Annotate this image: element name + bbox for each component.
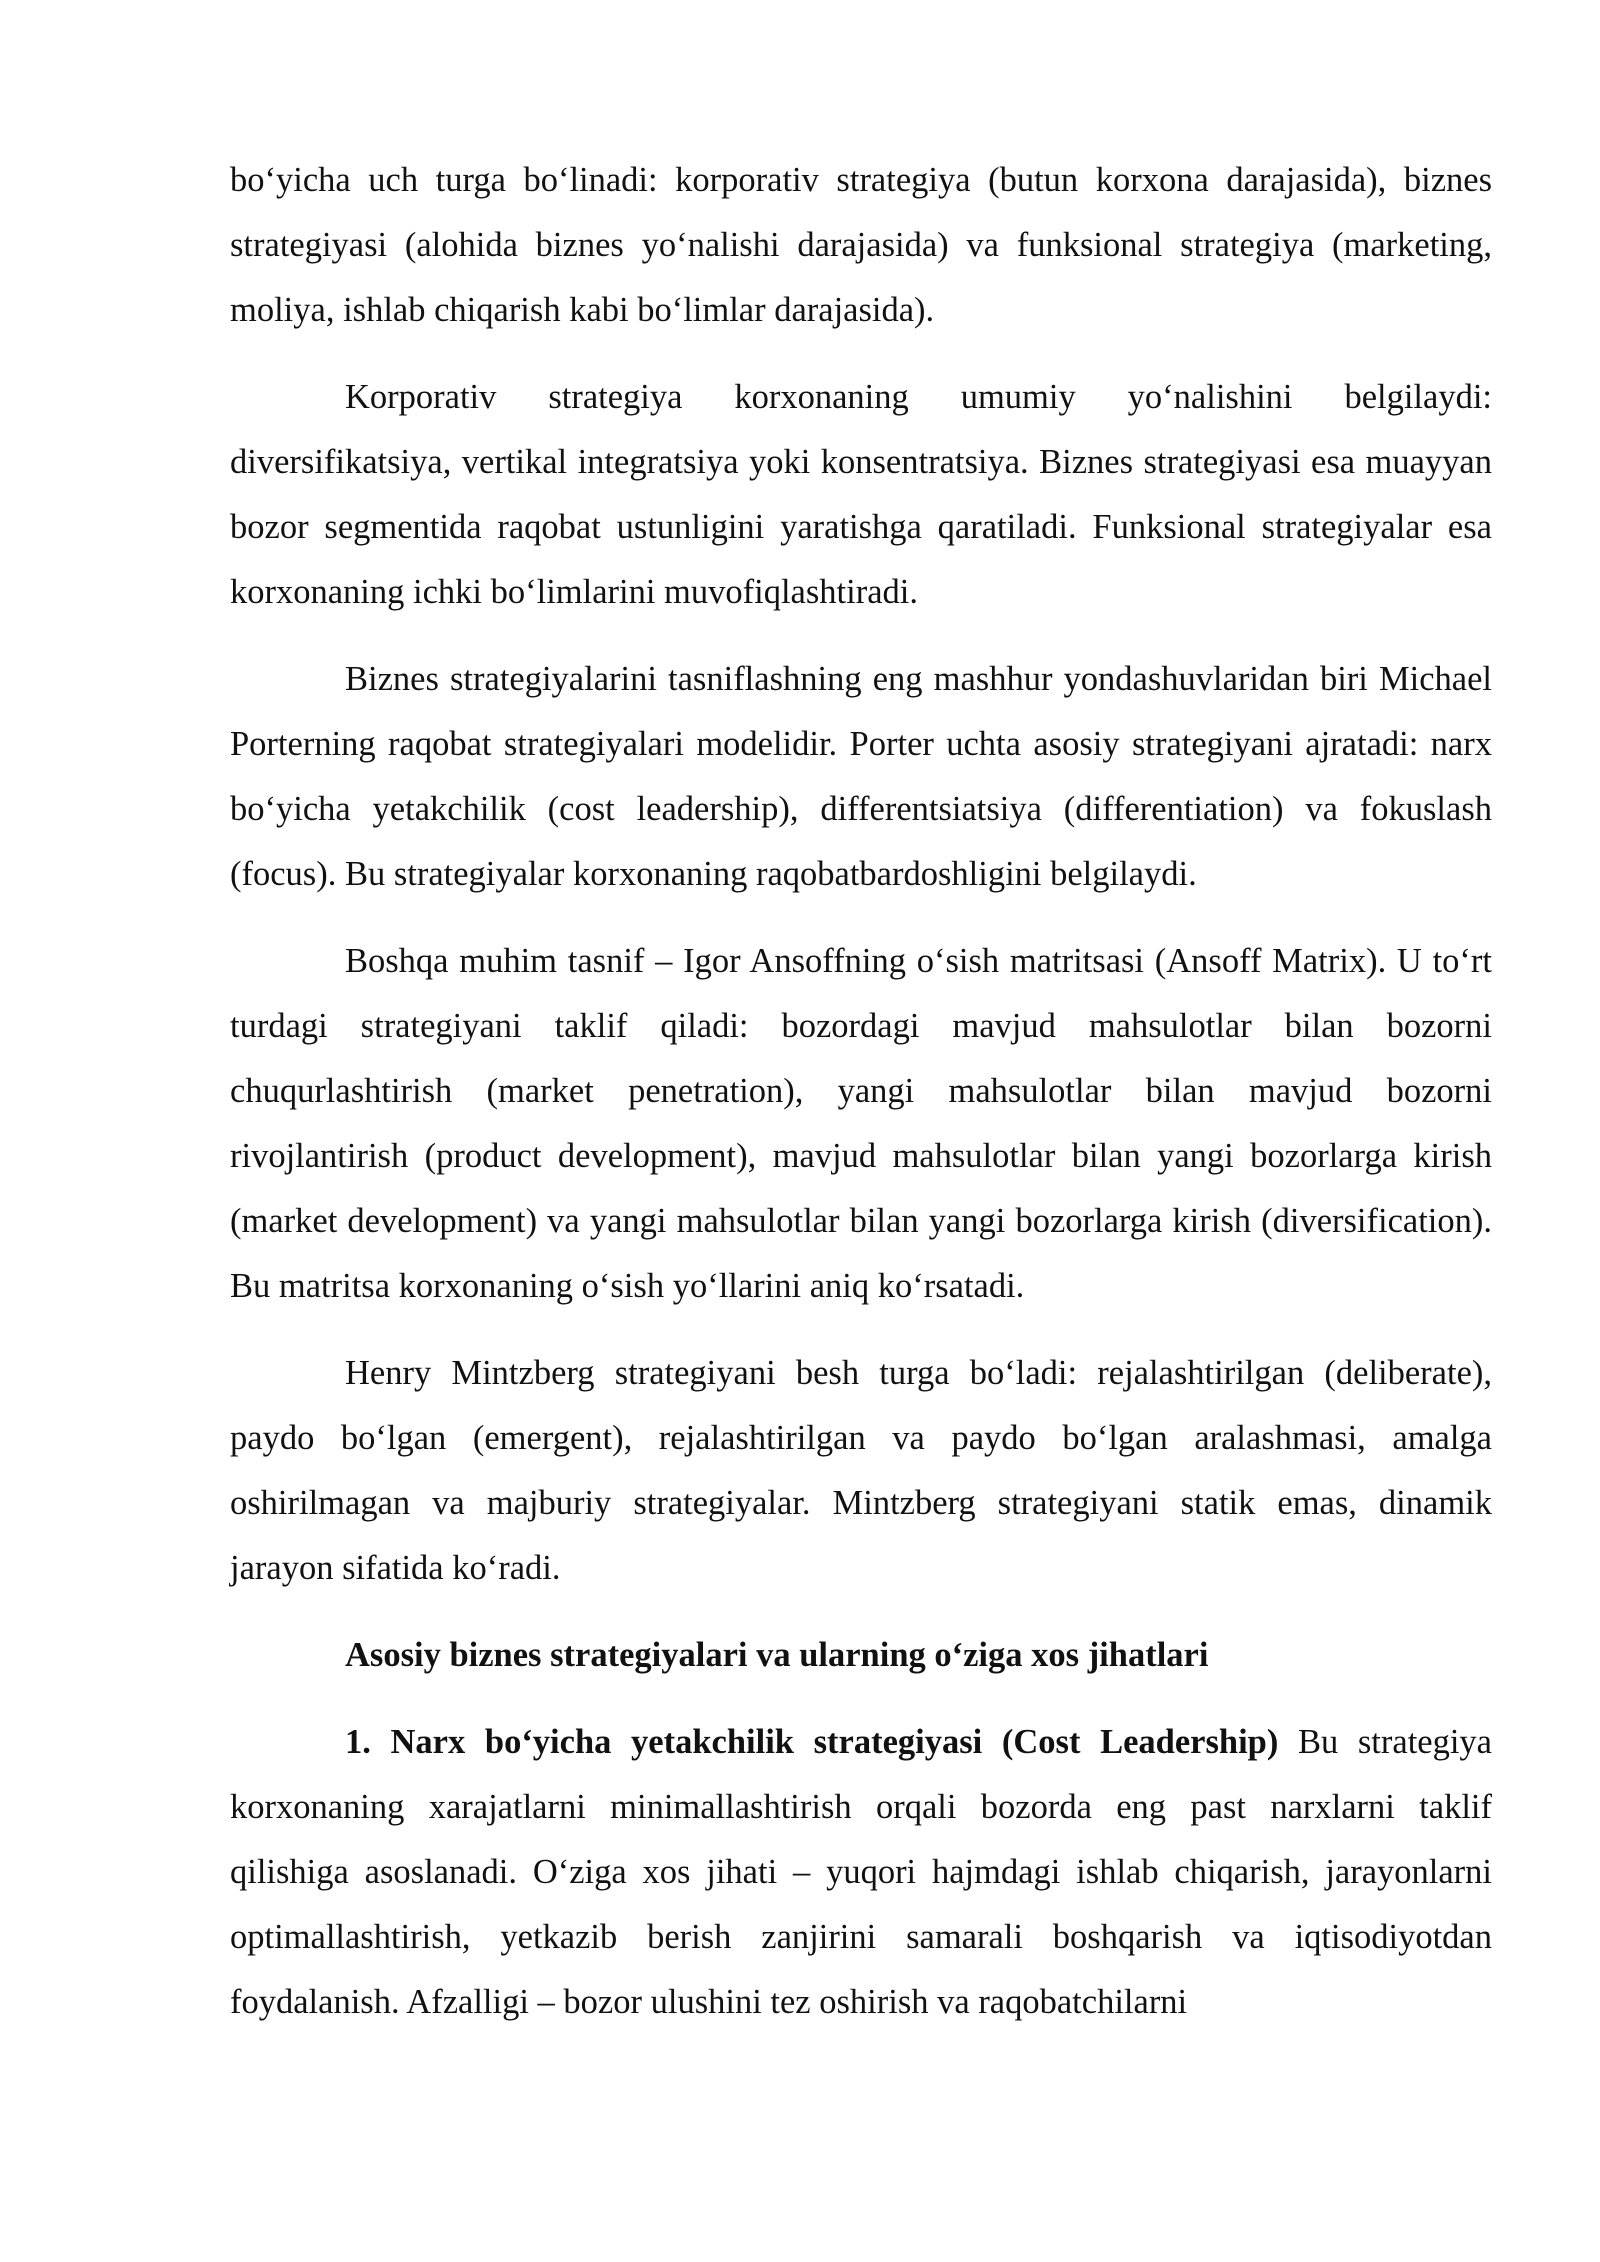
- paragraph-mintzberg: Henry Mintzberg strategiyani besh turga bo‘ladi: rejalashtirilgan (deliberate), paydo bo‘lgan (emergent), rejalashtirilgan va paydo bo‘lgan aralashmasi, amalga oshirilmagan va majburiy strategiyalar. Mintzberg strategiyani statik emas, dinamik jarayon sifatida ko‘radi.: [230, 1354, 1492, 1587]
- paragraph-corporate-strategy: Korporativ strategiya korxonaning umumiy yo‘nalishini belgilaydi: diversifikatsiya, vertikal integratsiya yoki konsentratsiya. Biznes strategiyasi esa muayyan bozor segmentida raqobat ustunligini yaratishga qaratiladi. Funksional strategiyalar esa korxonaning ichki bo‘limlarini muvofiqlashtiradi.: [230, 378, 1492, 611]
- subsection-title: 1. Narx bo‘yicha yetakchilik strategiyasi (Cost Leadership): [345, 1723, 1279, 1761]
- paragraph-porter-model: Biznes strategiyalarini tasniflashning eng mashhur yondashuvlaridan biri Michael Porterning raqobat strategiyalari modelidir. Porter uchta asosiy strategiyani ajratadi: narx bo‘yicha yetakchilik (cost leadership), differentsiatsiya (differentiation) va fokuslash (focus). Bu strategiyalar korxonaning raqobatbardoshligini belgilaydi.: [230, 660, 1492, 893]
- paragraph-cost-leadership: [230, 1710, 1492, 2035]
- paragraph-continuation: bo‘yicha uch turga bo‘linadi: korporativ strategiya (butun korxona darajasida), biznes strategiyasi (alohida biznes yo‘nalishi darajasida) va funksional strategiya (marketing, moliya, ishlab chiqarish kabi bo‘limlar darajasida).: [230, 161, 1492, 329]
- subsection-body: Bu strategiya korxonaning xarajatlarni minimallashtirish orqali bozorda eng past narxlarni taklif qilishiga asoslanadi. O‘ziga xos jihati – yuqori hajmdagi ishlab chiqarish, jarayonlarni optimallashtirish, yetkazib berish zanjirini samarali boshqarish va iqtisodiyotdan foydalanish. Afzalligi – bozor ulushini tez oshirish va raqobatchilarni: [230, 1723, 1492, 2021]
- paragraph-ansoff-matrix: Boshqa muhim tasnif – Igor Ansoffning o‘sish matritsasi (Ansoff Matrix). U to‘rt turdagi strategiyani taklif qiladi: bozordagi mavjud mahsulotlar bilan bozorni chuqurlashtirish (market penetration), yangi mahsulotlar bilan mavjud bozorni rivojlantirish (product development), mavjud mahsulotlar bilan yangi bozorlarga kirish (market development) va yangi mahsulotlar bilan yangi bozorlarga kirish (diversification). Bu matritsa korxonaning o‘sish yo‘llarini aniq ko‘rsatadi.: [230, 942, 1492, 1305]
- section-heading: Asosiy biznes strategiyalari va ularning o‘ziga xos jihatlari: [345, 1636, 1209, 1674]
- document-page: [230, 148, 1492, 2057]
